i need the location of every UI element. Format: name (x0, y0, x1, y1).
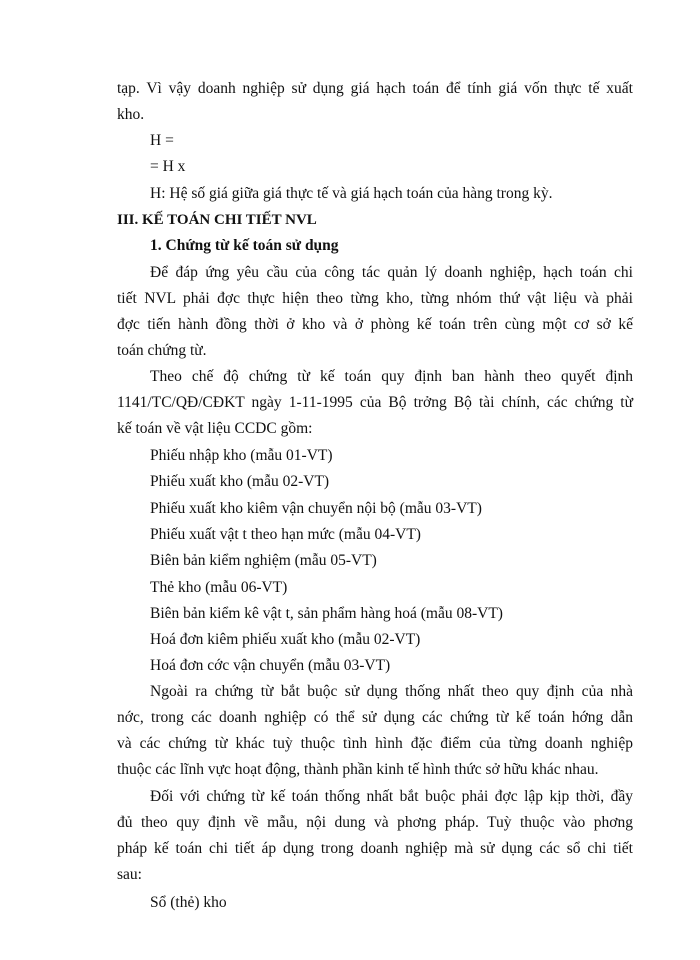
text-line: Đối với chứng từ kế toán thống nhất bắt buộc phải đợc lập kịp thời, đầy (150, 788, 633, 805)
list-item: Thẻ kho (mẫu 06-VT) (150, 579, 288, 596)
list-item: Sổ (thẻ) kho (150, 894, 227, 911)
text-line: kho. (117, 106, 145, 123)
text-line: tiết NVL phải đợc thực hiện theo từng kho, từng nhóm thứ vật liệu và phải (117, 290, 633, 307)
list-item: Biên bản kiểm kê vật t, sản phẩm hàng hoá (mẫu 08-VT) (150, 605, 503, 622)
text-line: Ngoài ra chứng từ bắt buộc sử dụng thống nhất theo quy định của nhà (150, 683, 633, 700)
formula-line: H = (150, 132, 174, 149)
list-item: Hoá đơn kiêm phiếu xuất kho (mẫu 02-VT) (150, 631, 421, 648)
text-line: 1141/TC/QĐ/CĐKT ngày 1-11-1995 của Bộ trởng Bộ tài chính, các chứng từ (117, 394, 633, 411)
text-line: đợc tiến hành đồng thời ở kho và ở phòng kế toán trên cùng một cơ sở kế (117, 316, 633, 333)
text-line: kế toán về vật liệu CCDC gồm: (117, 420, 313, 437)
list-item: Hoá đơn cớc vận chuyển (mẫu 03-VT) (150, 657, 391, 674)
text-line: toán chứng từ. (117, 342, 207, 359)
text-line: và các chứng từ khác tuỳ thuộc tình hình đặc điểm của từng doanh nghiệp (117, 735, 633, 752)
list-item: Biên bản kiểm nghiệm (mẫu 05-VT) (150, 552, 377, 569)
formula-line: = H x (150, 158, 186, 175)
list-item: Phiếu nhập kho (mẫu 01-VT) (150, 447, 333, 464)
text-line: tạp. Vì vậy doanh nghiệp sử dụng giá hạch toán để tính giá vốn thực tế xuất (117, 80, 633, 97)
text-line: nớc, trong các doanh nghiệp có thể sử dụng các chứng từ kế toán hớng dẫn (117, 709, 633, 726)
text-line: H: Hệ số giá giữa giá thực tế và giá hạch toán của hàng trong kỳ. (150, 185, 553, 202)
subsection-heading: 1. Chứng từ kế toán sử dụng (150, 237, 339, 254)
text-line: sau: (117, 866, 142, 883)
text-line: Theo chế độ chứng từ kế toán quy định ban hành theo quyết định (150, 368, 633, 385)
text-line: Để đáp ứng yêu cầu của công tác quản lý doanh nghiệp, hạch toán chi (150, 264, 633, 281)
list-item: Phiếu xuất kho kiêm vận chuyển nội bộ (mẫu 03-VT) (150, 500, 482, 517)
text-line: đủ theo quy định về mẫu, nội dung và phơng pháp. Tuỳ thuộc vào phơng (117, 814, 633, 831)
section-heading: III. KẾ TOÁN CHI TIẾT NVL (117, 212, 317, 228)
list-item: Phiếu xuất kho (mẫu 02-VT) (150, 473, 330, 490)
text-line: pháp kế toán chi tiết áp dụng trong doanh nghiệp mà sử dụng các sổ chi tiết (117, 840, 633, 857)
text-line: thuộc các lĩnh vực hoạt động, thành phần kinh tế hình thức sở hữu khác nhau. (117, 761, 599, 778)
list-item: Phiếu xuất vật t theo hạn mức (mẫu 04-VT) (150, 526, 421, 543)
